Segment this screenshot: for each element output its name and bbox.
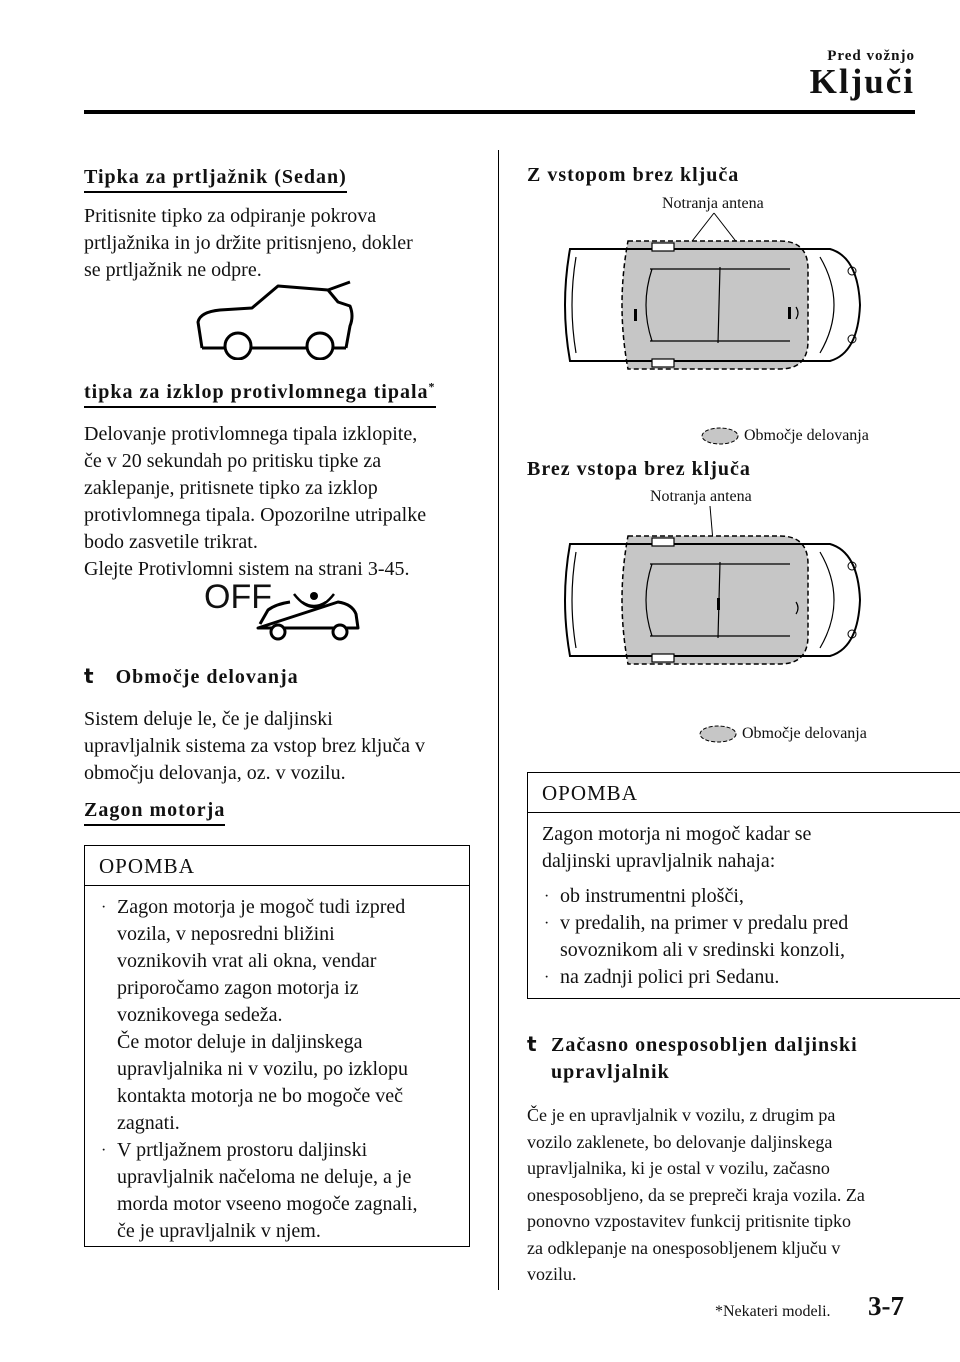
intrusion-paragraph [84,421,484,583]
note-line: sovoznikom ali v sredinski konzoli, [560,939,845,961]
note-box-left [84,845,470,1247]
note-intro-line: Zagon motorja ni mogoč kadar se [542,823,812,845]
disable-heading-text [551,1032,858,1086]
range-paragraph [84,706,484,787]
note-line: na zadnji polici pri Sedanu. [560,966,780,988]
note-line: Če motor deluje in daljinskega [117,1031,363,1053]
note-line: priporočamo zagon motorja iz [117,977,359,999]
range-heading [84,664,299,689]
fig2-heading: Brez vstopa brez ključa [527,458,751,480]
trunk-heading [84,166,347,189]
chapter-title: Ključi [809,62,915,101]
trunk-line: se prtljažnik ne odpre. [84,259,262,281]
intrusion-line: Glejte Protivlomni sistem na strani 3-45. [84,558,410,580]
trunk-paragraph [84,203,484,284]
section-marker: t [527,1032,537,1056]
trunk-heading-text: Tipka za prtljažnik (Sedan) [84,166,347,193]
trunk-line: Pritisnite tipko za odpiranje pokrova [84,205,377,227]
footnote: *Nekateri modeli. [715,1303,831,1320]
note-box-right [527,772,960,999]
intrusion-heading-text: tipka za izklop protivlomnega tipala [84,380,429,403]
disable-line: upravljalnika, ki je ostal v vozilu, začasno [527,1158,830,1178]
range-heading-text: Območje delovanja [115,666,299,688]
note-list [99,894,455,1245]
range-line: Sistem deluje le, če je daljinski [84,708,333,730]
intrusion-heading-wrap [84,381,436,408]
intrusion-line: Delovanje protivlomnega tipala izklopite, [84,423,418,445]
bullet: · [544,915,550,932]
note-list [542,883,956,991]
note-line: zagnati. [117,1112,180,1134]
disable-paragraph [527,1102,957,1288]
section-label: Pred vožnjo [827,48,915,64]
note-line: upravljalnik načeloma ne deluje, a je [117,1166,412,1188]
operating-area-swatch-icon [698,724,738,744]
disable-line: Če je en upravljalnik v vozilu, z drugim pa [527,1105,836,1125]
note-line: voznikovega sedeža. [117,1004,283,1026]
range-line: območju delovanja, oz. v vozilu. [84,762,346,784]
note-line: ob instrumentni plošči, [560,885,744,907]
footnote-asterisk: * [428,379,436,393]
note-line: voznikovih vrat ali okna, vendar [117,950,377,972]
operating-area-swatch-icon [700,426,740,446]
note-line: V prtljažnem prostoru daljinski [117,1139,368,1161]
trunk-open-icon [190,280,360,360]
note-line: Zagon motorja je mogoč tudi izpred [117,896,406,918]
note-item [99,1137,455,1245]
fig2-antenna-label: Notranja antena [650,488,752,505]
disable-line: onesposobljeno, da se prepreči kraja vozila. Za [527,1184,865,1205]
note-line: morda motor vseeno mogoče zagnali, [117,1193,418,1215]
note-item [542,910,956,964]
intrusion-line: če v 20 sekundah po pritisku tipke za [84,450,382,472]
note-title: OPOMBA [528,773,960,813]
note-line: če je upravljalnik v njem. [117,1220,321,1242]
note-item [542,964,956,991]
note-item [99,894,455,1137]
fig1-area-label: Območje delovanja [744,427,869,444]
bullet: · [544,888,550,905]
sensor-car-icon [254,584,362,646]
disable-line: ponovno vzpostavitev funkcij pritisnite tipko [527,1211,851,1231]
disable-line: vozilu. [527,1264,577,1284]
note-body [85,886,469,1255]
note-line: upravljalnika ni v vozilu, po izklopu [117,1058,409,1080]
disable-line: vozilo zaklenete, bo delovanje daljinskega [527,1131,833,1152]
header-rule [84,110,915,114]
note-intro-line: daljinski upravljalnik nahaja: [542,850,776,872]
disable-line: za odklepanje na onesposobljenem ključu v [527,1237,841,1258]
note-title: OPOMBA [85,846,469,886]
note-body [528,813,960,1001]
fig2-area-label: Območje delovanja [742,725,867,742]
car-top-view-keyless-diagram [540,205,880,385]
start-heading-text: Zagon motorja [84,799,225,826]
fig1-heading: Z vstopom brez ključa [527,164,740,186]
off-icon-text: OFF [204,578,272,616]
start-heading [84,799,225,822]
bullet: · [101,1142,107,1159]
section-marker: t [84,664,94,688]
note-item [542,883,956,910]
intrusion-line: zaklepanje, pritisnete tipko za izklop [84,477,378,499]
bullet: · [101,899,107,916]
note-line: v predalih, na primer v predalu pred [560,912,849,934]
car-top-view-non-keyless-diagram [540,500,880,680]
disable-heading [527,1032,858,1086]
disable-heading-line: upravljalnik [551,1061,670,1083]
trunk-line: prtljažnika in jo držite pritisnjeno, dokler [84,232,413,254]
note-line: vozila, v neposredni bližini [117,923,335,945]
intrusion-line: bodo zasvetile trikrat. [84,531,258,553]
intrusion-heading [84,379,436,404]
intrusion-line: protivlomnega tipala. Opozorilne utripalke [84,504,427,526]
disable-heading-line: Začasno onesposobljen daljinski [551,1034,858,1056]
note-line: kontakta motorja ne bo mogoče več [117,1085,404,1107]
page-number: 3-7 [868,1291,904,1321]
bullet: · [544,969,550,986]
range-line: upravljalnik sistema za vstop brez ključa v [84,735,426,757]
fig1-antenna-label: Notranja antena [662,195,764,212]
intrusion-off-icon [204,578,364,648]
column-divider [498,150,499,1290]
